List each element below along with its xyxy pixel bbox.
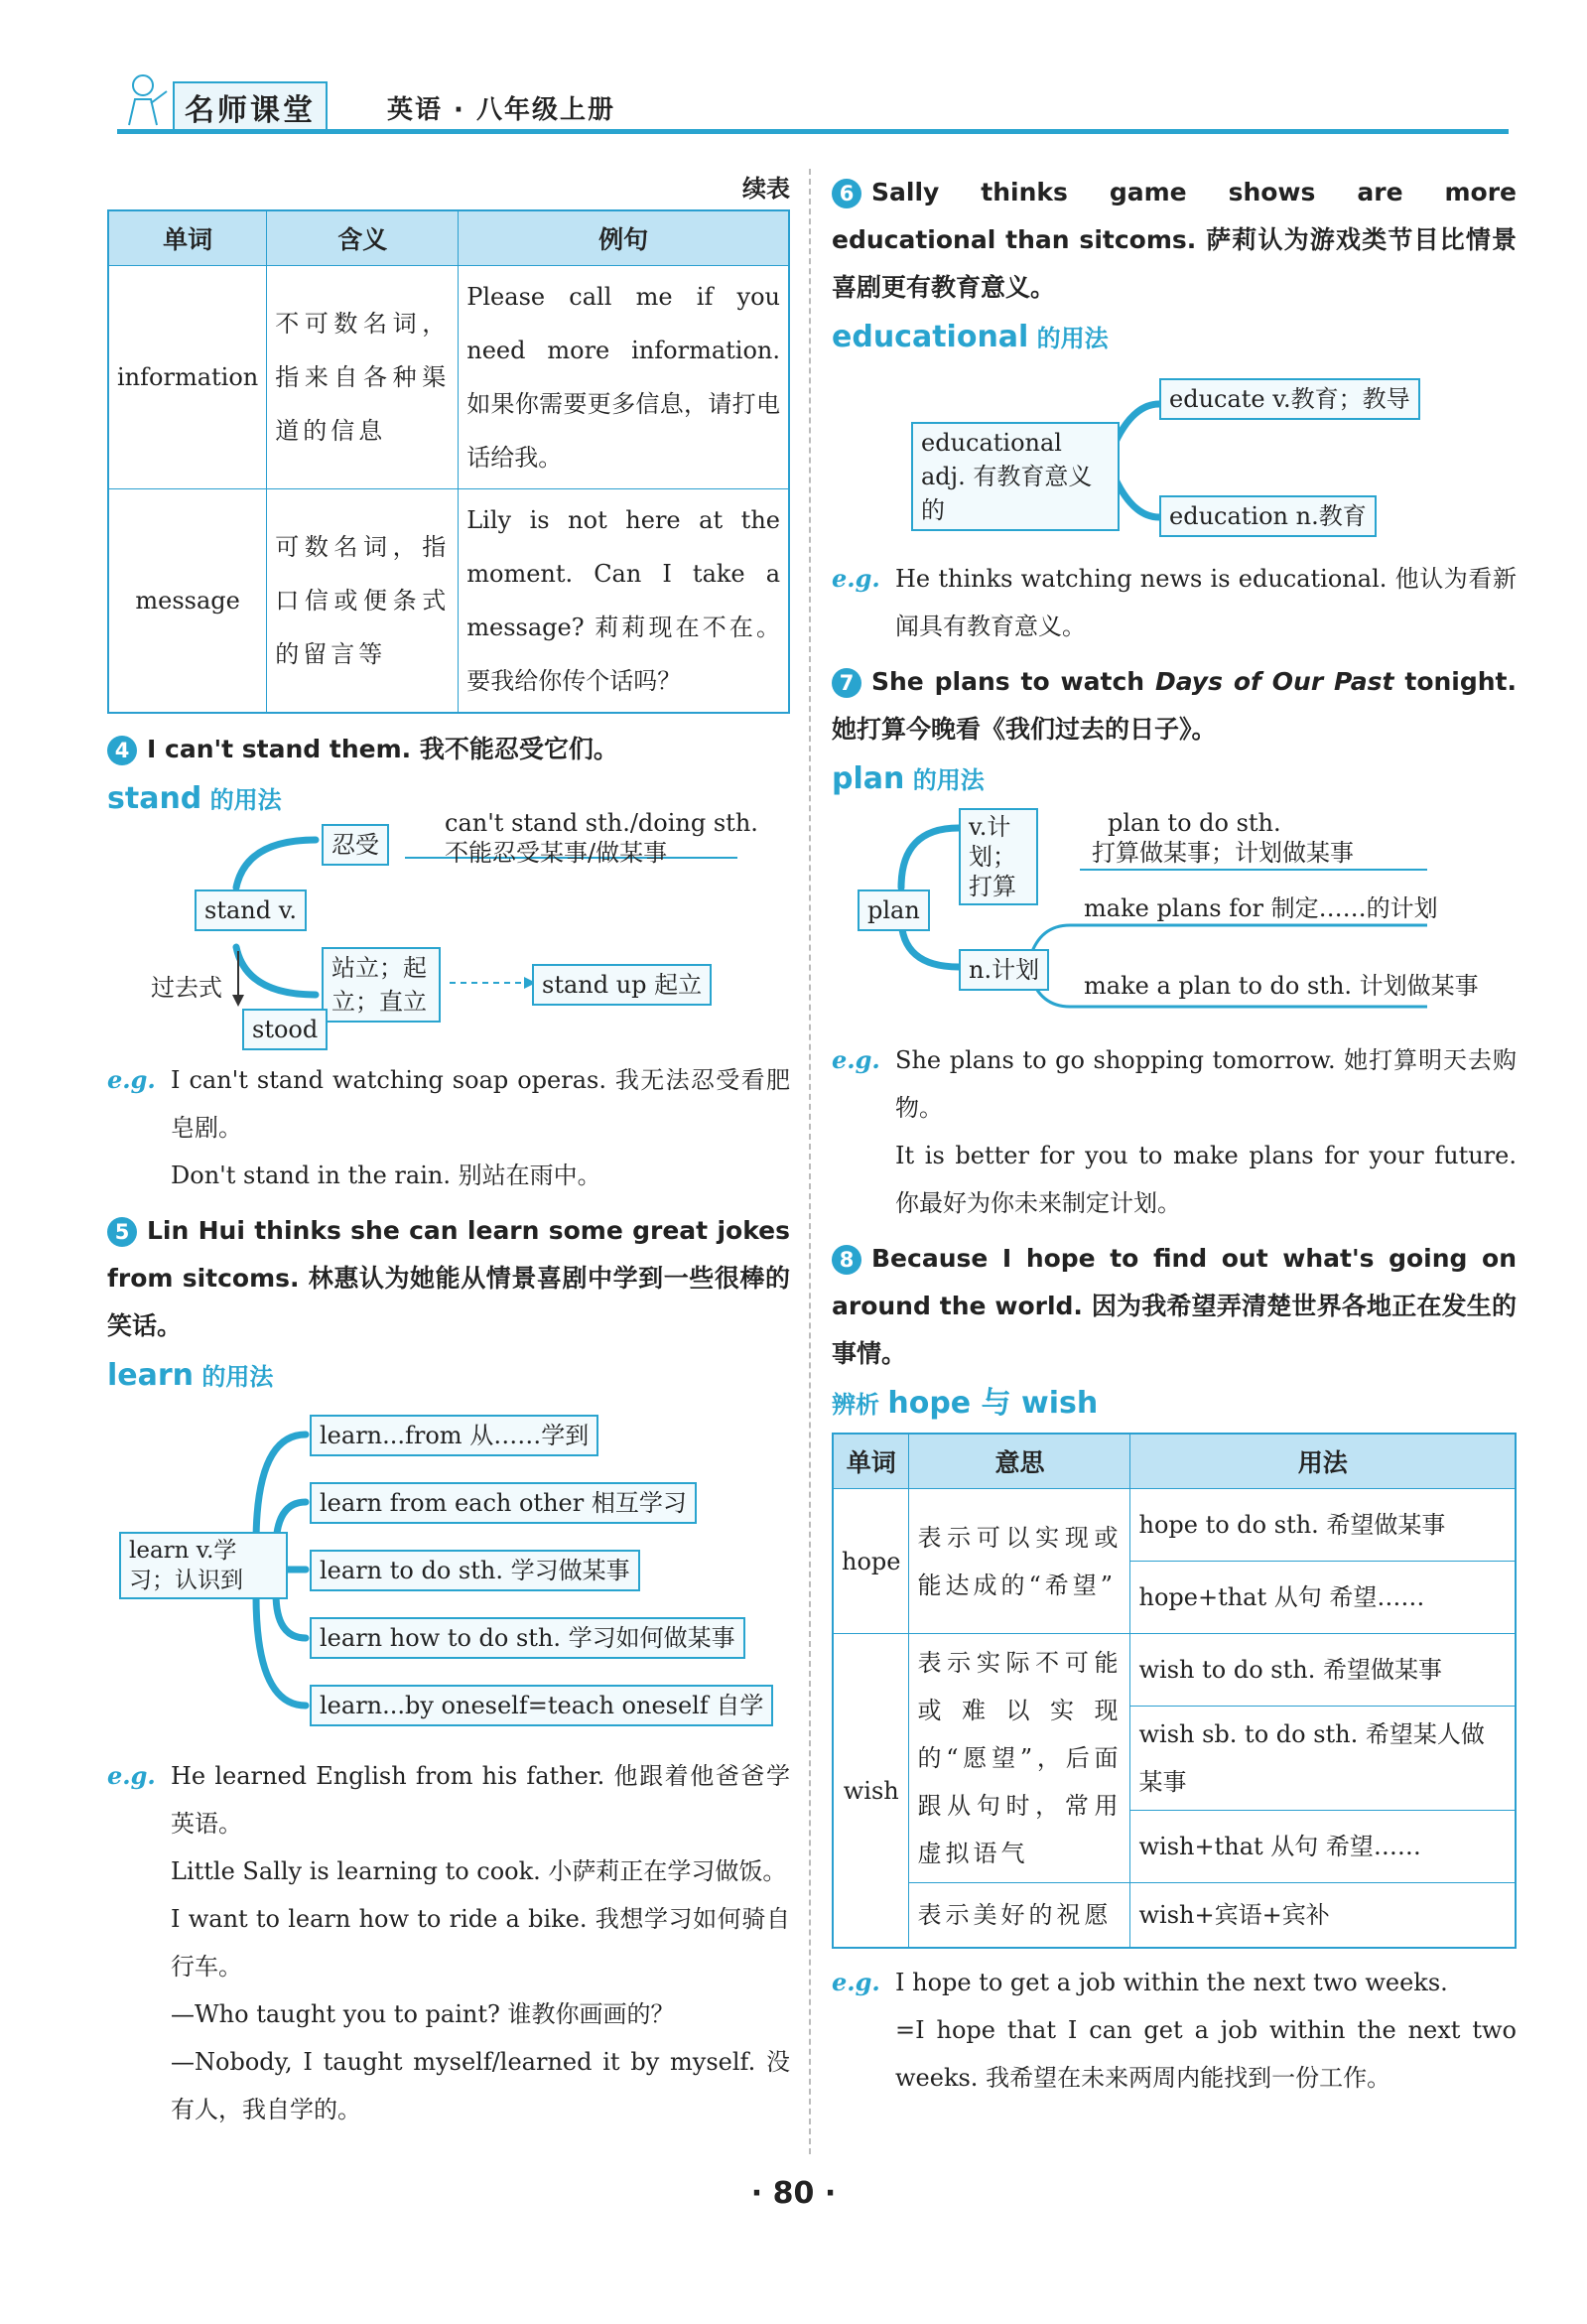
table-header-row (833, 1434, 1516, 1489)
item-text: Because I hope to find out what's going on around the world. 因为我希望弄清楚世界各地正在发生的事情。 (832, 1244, 1517, 1368)
section-keyword: educational (832, 320, 1029, 354)
example: Little Sally is learning to cook. 小萨莉正在学习做饭。 (171, 1857, 787, 1885)
learn-mindmap (107, 1405, 790, 1752)
table-cell-meaning: 可数名词，指口信或便条式的留言等 (267, 489, 459, 714)
hope-wish-table (832, 1433, 1517, 1949)
continued-label: 续表 (742, 175, 790, 203)
table-row (833, 1489, 1516, 1562)
page-number: · 80 · (750, 2176, 837, 2211)
section-suffix: 的用法 (201, 786, 282, 814)
plan-mindmap (832, 808, 1517, 1036)
item-8 (832, 1235, 1517, 1378)
example-text: He learned English from his father. 他跟着他爸爸学英语。 (171, 1762, 790, 1838)
item-text: Lin Hui thinks she can learn some great jokes from sitcoms. 林惠认为她能从情景喜剧中学到一些很棒的笑话。 (107, 1216, 790, 1340)
section-keyword: plan (832, 761, 905, 796)
section-title-plan (832, 757, 1517, 802)
table-cell-example: Please call me if you need more information. 如果你需要更多信息，请打电话给我。 (459, 266, 789, 489)
example: —Who taught you to paint? 谁教你画画的？ (171, 2000, 675, 2028)
plan-noun-box: n.计划 (959, 949, 1049, 991)
table-cell-word: information (108, 266, 267, 489)
section-suffix: 的用法 (194, 1363, 274, 1391)
example-text: I can't stand watching soap operas. 我无法忍受看肥皂剧。 (171, 1066, 790, 1142)
plan-noun-usage: make plans for 制定……的计划 (1084, 894, 1438, 922)
stand-branch-stand: 站立；起立；直立 (322, 947, 441, 1023)
table-header-row (108, 210, 789, 266)
right-column (832, 169, 1517, 2102)
plan-root-box: plan (858, 889, 930, 931)
header-rule (117, 129, 1509, 134)
section-suffix: 的用法 (904, 766, 985, 794)
section-title-hope-wish (832, 1382, 1517, 1427)
section-prefix: 辨析 (832, 1391, 888, 1419)
item-text: tonight. 她打算今晚看《我们过去的日子》。 (832, 667, 1517, 744)
table-cell-usage: hope to do sth. 希望做某事 (1130, 1489, 1516, 1562)
page-header (117, 71, 1509, 137)
table-cell-example: Lily is not here at the moment. Can I take a message? 莉莉现在不在。要我给你传个话吗？ (459, 489, 789, 714)
section-keyword: hope 与 wish (887, 1386, 1099, 1421)
section-keyword: learn (107, 1358, 195, 1393)
section-title-educational (832, 316, 1517, 360)
plan-verb-usage-cn: 打算做某事；计划做某事 (1092, 839, 1354, 867)
example (107, 1056, 790, 1152)
item-text: Sally thinks game shows are more educational than sitcoms. 萨莉认为游戏类节目比情景喜剧更有教育意义。 (832, 178, 1517, 302)
item-text: I can't stand them. 我不能忍受它们。 (147, 735, 618, 763)
item-6 (832, 169, 1517, 312)
table-cell-usage: wish+that 从句 希望…… (1130, 1811, 1516, 1883)
educate-box: educate v.教育；教导 (1159, 378, 1420, 420)
book-subtitle: 英语 · 八年级上册 (387, 95, 615, 125)
table-header: 单词 (833, 1434, 909, 1489)
brand-title: 名师课堂 (173, 81, 328, 133)
table-cell-word: wish (833, 1634, 909, 1949)
example: I want to learn how to ride a bike. 我想学习如何骑自行车。 (171, 1905, 790, 1981)
past-tense-label: 过去式 (151, 974, 222, 1002)
table-header: 例句 (459, 210, 789, 266)
example (832, 555, 1517, 650)
stand-usage-cn: 不能忍受某事/做某事 (445, 839, 668, 867)
table-cell-usage: wish+宾语+宾补 (1130, 1883, 1516, 1949)
table-row (108, 266, 789, 489)
table-row (833, 1883, 1516, 1949)
item-4 (107, 726, 790, 773)
table-header: 含义 (267, 210, 459, 266)
item-5 (107, 1207, 790, 1350)
table-header: 意思 (909, 1434, 1130, 1489)
item-number: 7 (832, 668, 861, 698)
table-cell-word: hope (833, 1489, 909, 1634)
stand-usage-en: can't stand sth./doing sth. (445, 809, 758, 837)
table-row (833, 1634, 1516, 1707)
table-row (108, 489, 789, 714)
table-header: 单词 (108, 210, 267, 266)
section-title-learn (107, 1354, 790, 1399)
example: =I hope that I can get a job within the next two weeks. 我希望在未来两周内能找到一份工作。 (895, 2016, 1517, 2092)
example (107, 1752, 790, 1847)
example-text: She plans to go shopping tomorrow. 她打算明天去购物。 (895, 1046, 1517, 1122)
example (832, 1036, 1517, 1132)
table-cell-word: message (108, 489, 267, 714)
stand-branch-endure: 忍受 (322, 824, 389, 866)
table-cell-meaning: 表示实际不可能或难以实现的“愿望”，后面跟从句时，常用虚拟语气 (909, 1634, 1130, 1883)
eg-label: e.g. (832, 1968, 880, 1996)
past-tense-box: stood (242, 1009, 328, 1050)
learn-usage: learn from each other 相互学习 (310, 1482, 697, 1524)
table-cell-usage: wish to do sth. 希望做某事 (1130, 1634, 1516, 1707)
section-keyword: stand (107, 781, 202, 816)
example (832, 1959, 1517, 2006)
table-cell-meaning: 表示可以实现或能达成的“希望” (909, 1489, 1130, 1634)
learn-usage: learn how to do sth. 学习如何做某事 (310, 1617, 745, 1659)
example-text: He thinks watching news is educational. 他认为看新闻具有教育意义。 (895, 565, 1517, 640)
learn-usage: learn...from 从……学到 (310, 1415, 598, 1456)
example-text: I hope to get a job within the next two weeks. (895, 1969, 1448, 1996)
item-number: 8 (832, 1245, 861, 1275)
table-cell-usage: wish sb. to do sth. 希望某人做某事 (1130, 1707, 1516, 1811)
table-cell-meaning: 表示美好的祝愿 (909, 1883, 1130, 1949)
table-cell-usage: hope+that 从句 希望…… (1130, 1562, 1516, 1634)
eg-label: e.g. (107, 1761, 156, 1790)
section-suffix: 的用法 (1028, 325, 1109, 352)
stand-root-box: stand v. (195, 889, 307, 931)
left-column (107, 169, 790, 2133)
learn-usage: learn to do sth. 学习做某事 (310, 1550, 640, 1591)
plan-noun-usage: make a plan to do sth. 计划做某事 (1084, 972, 1479, 1000)
item-number: 4 (107, 736, 137, 765)
example: Don't stand in the rain. 别站在雨中。 (171, 1162, 601, 1189)
item-number: 6 (832, 179, 861, 208)
item-7 (832, 658, 1517, 753)
eg-label: e.g. (832, 1045, 880, 1074)
stand-up-box: stand up 起立 (532, 964, 712, 1006)
example: —Nobody, I taught myself/learned it by myself. 没有人，我自学的。 (171, 2048, 790, 2123)
example: It is better for you to make plans for your future. 你最好为你未来制定计划。 (895, 1142, 1517, 1217)
eg-label: e.g. (107, 1065, 156, 1094)
learn-root-box: learn v.学习；认识到 (119, 1532, 288, 1599)
table-header: 用法 (1130, 1434, 1516, 1489)
eg-label: e.g. (832, 564, 880, 593)
plan-verb-box: v.计划；打算 (959, 808, 1038, 905)
learn-usage: learn...by oneself=teach oneself 自学 (310, 1685, 773, 1726)
item-number: 5 (107, 1217, 137, 1247)
educational-root-box: educational adj. 有教育意义的 (911, 422, 1120, 531)
word-table (107, 209, 790, 714)
item-text: She plans to watch (871, 667, 1155, 696)
plan-verb-usage-en: plan to do sth. (1108, 809, 1281, 837)
education-box: education n.教育 (1159, 495, 1377, 537)
show-title: Days of Our Past (1154, 667, 1394, 696)
table-cell-meaning: 不可数名词，指来自各种渠道的信息 (267, 266, 459, 489)
column-divider (809, 169, 811, 2154)
teacher-figure-icon (123, 71, 169, 127)
educational-mindmap (832, 366, 1517, 555)
